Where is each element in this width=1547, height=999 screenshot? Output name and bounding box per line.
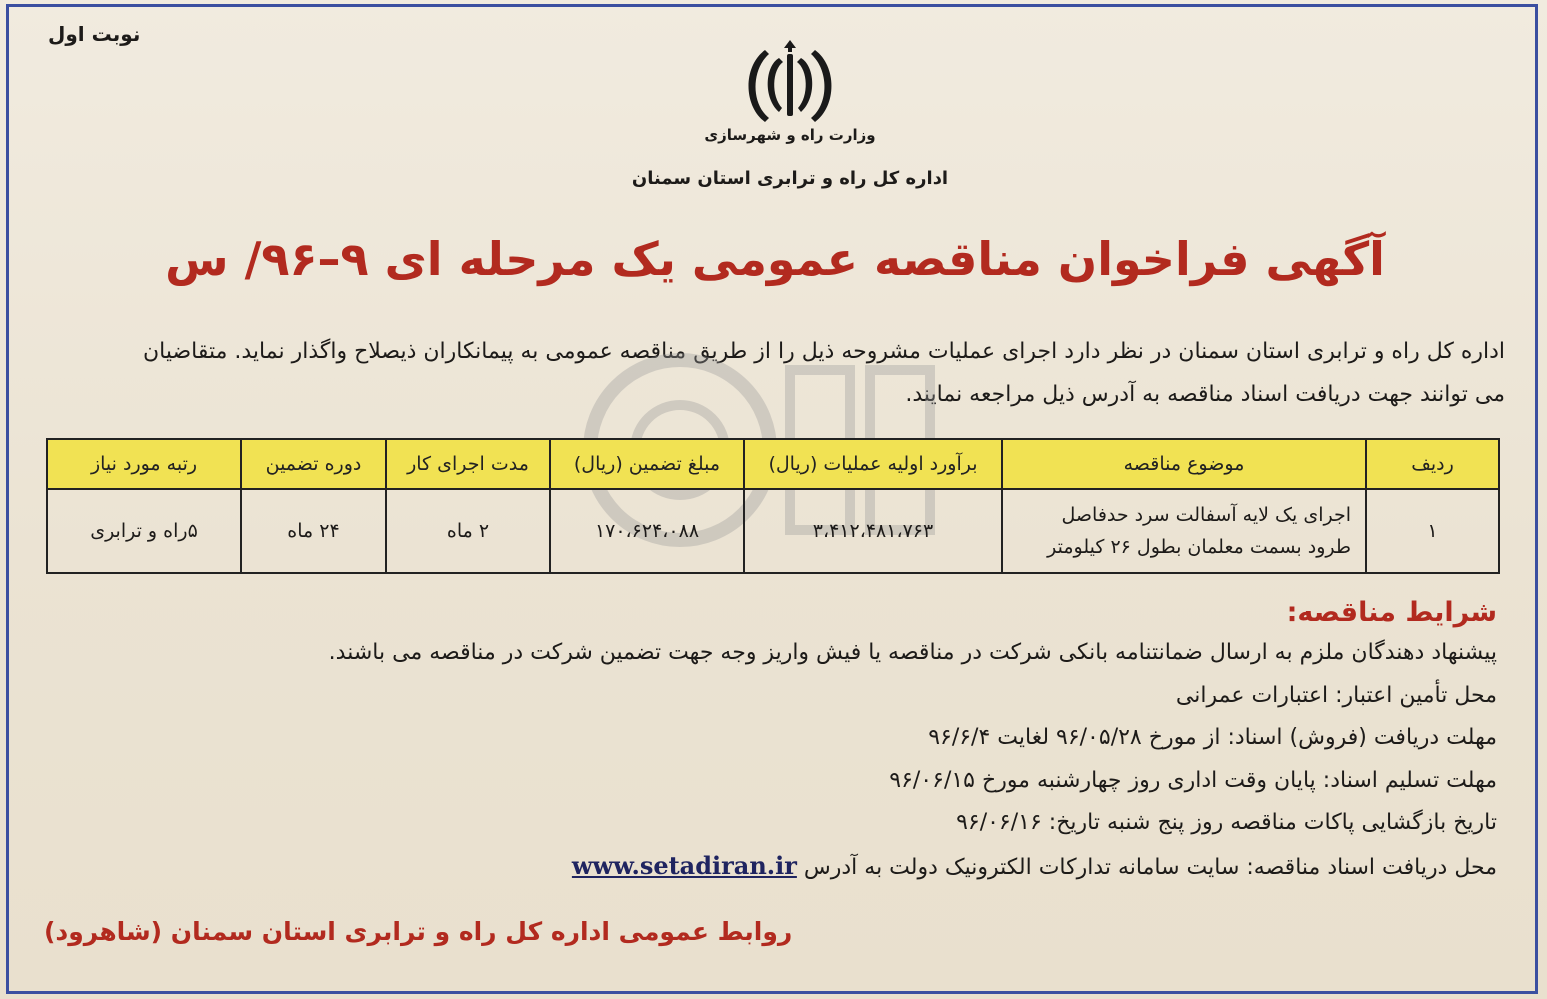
department-name: اداره کل راه و ترابری استان سمنان [631, 168, 949, 189]
cell-row-number: ۱ [1366, 489, 1499, 573]
condition-funding: محل تأمین اعتبار: اعتبارات عمرانی [1175, 682, 1497, 708]
condition-sale-deadline: مهلت دریافت (فروش) اسناد: از مورخ ۹۶/۰۵/۲۸ لغایت ۹۶/۶/۴ [928, 725, 1497, 750]
condition-submit-deadline: مهلت تسلیم اسناد: پایان وقت اداری روز چهارشنبه مورخ ۹۶/۰۶/۱۵ [889, 767, 1497, 793]
cell-subject-line-2: طرود بسمت معلمان بطول ۲۶ کیلومتر [1047, 536, 1351, 558]
document-source-label: محل دریافت اسناد مناقصه: سایت سامانه تدارکات الکترونیک دولت به آدرس [803, 854, 1497, 880]
tender-table [46, 438, 1500, 574]
header-guarantee: مبلغ تضمین (ریال) [550, 439, 744, 489]
intro-line-1: اداره کل راه و ترابری استان سمنان در نظر دارد اجرای عملیات مشروحه ذیل را از طریق مناقصه عمومی به پیمانکاران ذیصلاح واگذار نماید. متقاضیان [142, 339, 1505, 364]
cell-estimate: ۳،۴۱۲،۴۸۱،۷۶۳ [744, 489, 1002, 573]
intro-line-2: می توانند جهت دریافت اسناد مناقصه به آدرس ذیل مراجعه نمایند. [905, 382, 1505, 407]
iran-emblem-icon [735, 36, 845, 128]
conditions-list [197, 632, 1497, 889]
conditions-title: شرایط مناقصه: [1286, 597, 1497, 628]
header-rank: رتبه مورد نیاز [47, 439, 241, 489]
cell-subject [1002, 489, 1366, 573]
notice-title: آگهی فراخوان مناقصه عمومی یک مرحله ای ۹–۹۶/ س [165, 232, 1385, 286]
header-subject: موضوع مناقصه [1002, 439, 1366, 489]
cell-guarantee: ۱۷۰،۶۲۴،۰۸۸ [550, 489, 744, 573]
table-header-row [47, 439, 1499, 489]
intro-paragraph [50, 330, 1505, 416]
header-warranty: دوره تضمین [241, 439, 386, 489]
cell-subject-line-1: اجرای یک لایه آسفالت سرد حدفاصل [1061, 504, 1351, 526]
header-estimate: برآورد اولیه عملیات (ریال) [744, 439, 1002, 489]
condition-guarantee: پیشنهاد دهندگان ملزم به ارسال ضمانتنامه بانکی شرکت در مناقصه یا فیش واریز وجه جهت تضمین شرکت در مناقصه می باشند. [328, 640, 1497, 665]
header-duration: مدت اجرای کار [386, 439, 550, 489]
ministry-name: وزارت راه و شهرسازی [704, 126, 876, 144]
condition-opening-date: تاریخ بازگشایی پاکات مناقصه روز پنج شنبه تاریخ: ۹۶/۰۶/۱۶ [956, 810, 1497, 835]
cell-duration: ۲ ماه [386, 489, 550, 573]
publication-turn: نوبت اول [48, 22, 141, 46]
table-row [47, 489, 1499, 573]
cell-rank: ۵راه و ترابری [47, 489, 241, 573]
public-relations-signature: روابط عمومی اداره کل راه و ترابری استان سمنان (شاهرود) [44, 917, 793, 946]
website-link[interactable]: www.setadiran.ir [571, 850, 797, 880]
cell-warranty: ۲۴ ماه [241, 489, 386, 573]
condition-document-source [197, 845, 1497, 890]
header-row-number: ردیف [1366, 439, 1499, 489]
